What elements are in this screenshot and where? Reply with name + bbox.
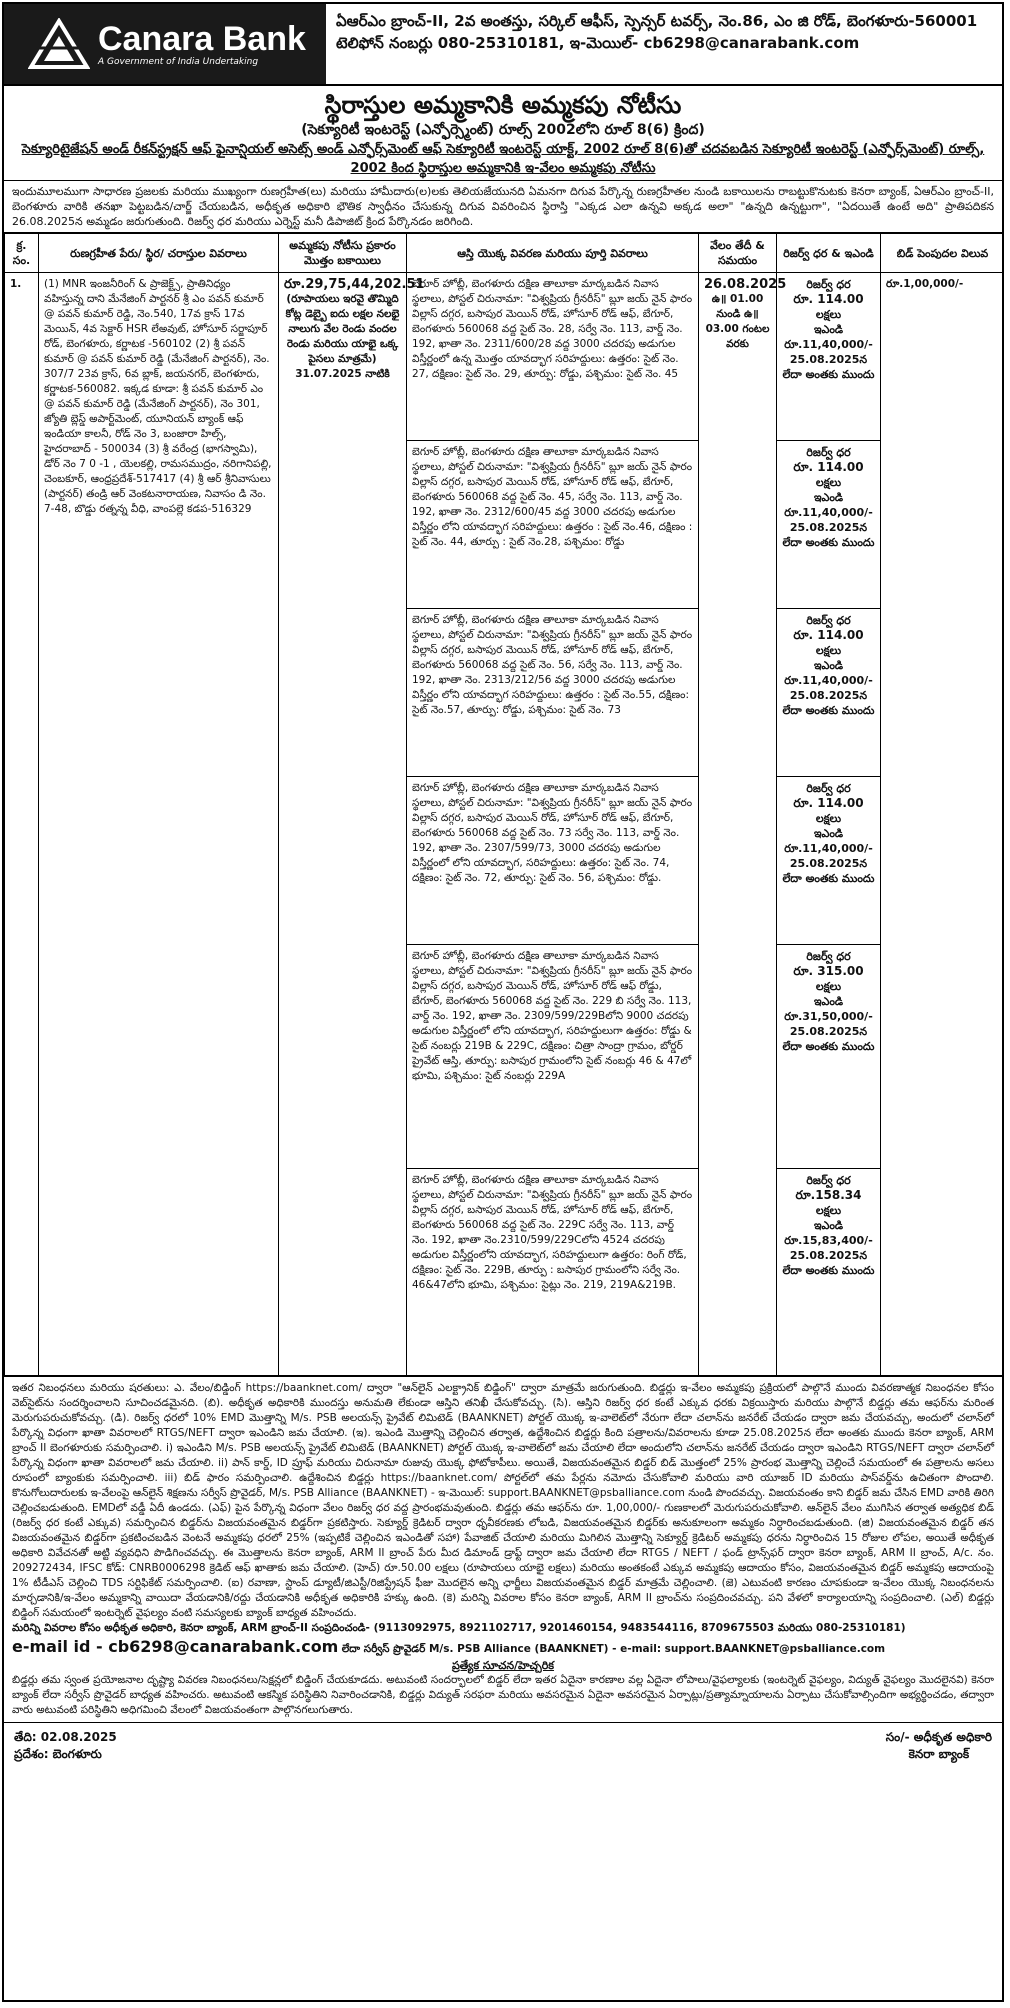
property-table <box>4 233 1004 1376</box>
branch-address: ఏఆర్ఎం బ్రాంచ్-II, 2వ అంతస్తు, సర్కిల్ ఆఫీస్, స్పెన్సర్ టవర్స్, నెం.86, ఎం జి రోడ్, బెంగళూరు-560001 <box>336 12 978 30</box>
reserve-unit: లక్షలు <box>815 308 842 321</box>
reserve-value: రూ. 114.00 <box>793 628 864 642</box>
table-header-row <box>5 234 1005 273</box>
reserve-price-3 <box>777 609 881 777</box>
property-desc: బెగూర్ హోబ్లీ, బెంగళూరు దక్షిణ తాలూకా మార్కబడిన నివాస స్థలాలు, పోస్టల్ చిరునామా: "విశ్వప్రియ గ్రీనరీస్" బ్లూ జయ్ నైన్ ఫారం విల్లాస్ దగ్గర, బసాపుర మెయిన్ రోడ్, హోసూర్ రోడ్ ఆఫ్, బేగూర్, బెంగళూరు 560068 వద్ద సైట్ నెం. 56, సర్వే నెం. 113, వార్డ్ నెం. 192, ఖాతా నెం. 2313/212/56 వద్ద 3000 చదరపు అడుగుల విస్తీర్ణం లోని యావద్భాగ సరిహద్దులు: ఉత్తరం : సైట్ నెం.55, దక్షిణం: సైట్ నెం.57, తూర్పు: రోడ్డు, పశ్చిమం: సైట్ నెం. 73 <box>412 614 693 716</box>
notice-header <box>4 4 1002 86</box>
footer-left <box>14 1729 117 1763</box>
reserve-value: రూ.158.34 <box>795 1188 862 1202</box>
reserve-label: రిజర్వ్ ధర <box>806 950 851 963</box>
bid-increment: రూ.1,00,000/- <box>881 273 1005 1376</box>
reserve-unit: లక్షలు <box>815 1204 842 1217</box>
contact-numbers: మరిన్ని వివరాల కోసం అధీకృత అధికారి, కెనరా బ్యాంక్, ARM బ్రాంచ్-II సంప్రదించండి- (9113092975, 8921102717, 9201460154, 9483544116, 8709675503 మరియు 080-25310181) <box>12 1622 906 1634</box>
emd-value: రూ.11,40,000/- <box>784 674 873 687</box>
emd-label: ఇఎండి <box>813 995 844 1008</box>
reserve-label: రిజర్వ్ ధర <box>806 614 851 627</box>
header-auction-date: వేలం తేదీ & సమయం <box>699 234 777 273</box>
emd-label: ఇఎండి <box>813 491 844 504</box>
emd-deadline: 25.08.2025న లేదా అంతకు ముందు <box>782 689 875 717</box>
property-6 <box>407 1169 699 1376</box>
dues-amount: రూ.29,75,44,202.51 <box>284 277 425 292</box>
canara-triangle-logo-icon <box>28 18 90 70</box>
reserve-value: రూ. 114.00 <box>793 796 864 810</box>
bank-logo <box>4 4 326 84</box>
emd-deadline: 25.08.2025న లేదా అంతకు ముందు <box>782 1249 875 1277</box>
auction-date: 26.08.2025 <box>704 277 787 292</box>
header-property: ఆస్తి యొక్క వివరణ మరియు పూర్తి వివరాలు <box>407 234 699 273</box>
reserve-label: రిజర్వ్ ధర <box>806 446 851 459</box>
reserve-value: రూ. 114.00 <box>793 292 864 306</box>
service-provider: లేదా సర్వీస్ ప్రొవైడర్ M/s. PSB Alliance (BAANKNET) - e-mail: support.BAANKNET@psballiance.com <box>341 1643 886 1655</box>
terms-text: ఇతర నిబంధనలు మరియు షరతులు: ఎ. వేలం/బిడ్డింగ్ https://baanknet.com/ ద్వారా "ఆన్‌లైన్ ఎలక్ట్రానిక్ బిడ్డింగ్" ద్వారా మాత్రమే జరుగుతుంది. బిడ్డర్లు ఇ-వేలం అమ్మకపు ప్రక్రియలో పాల్గొనే ముందు వివరణాత్మక నిబంధనల కోసం వెబ్‌సైట్‌ను సందర్శించాలని సూచించడమైనది. (బి). అధీకృత అధికారికి ముందస్తు అనుమతి లేకుండా ఆస్తిని తనిఖీ చేసుకోవచ్చు. (సి). ఆస్తిని రిజర్వ్ ధర కంటే ఎక్కువ ధరకు విక్రయిస్తారు మరియు పాల్గొనే బిడ్డర్లు తమ ఆఫర్‌ను మరింత మెరుగుపరుచుకోవచ్చు. (డి). రిజర్వ్ ధరలో 10% EMD మొత్తాన్ని M/s. PSB అలయన్స్ ప్రైవేట్ లిమిటెడ్ (BAANKNET) పోర్టల్ యొక్క ఇ-వాలెట్‌లో నేరుగా లేదా చలాన్‌ను జనరేట్ చేయడం ద్వారా జమ చేయవచ్చు, అందులో చలాన్‌లో పేర్కొన్న విధంగా ఖాతా వివరాలలో RTGS/NEFT ద్వారా ఇఎండిని జమ చేయాలి. (ఇ). ఇఎండి మొత్తాన్ని చెల్లించిన తర్వాత, ఉద్దేశించిన బిడ్డర్లు కింది పత్రాలను/వివరాలను కూడా 25.08.2025న లేదా అంతకు ముందు కెనరా బ్యాంక్, ARM బ్రాంచ్ II బెంగళూరుకు సమర్పించాలి. i) ఇఎండిని M/s. PSB అలయన్స్ ప్రైవేట్ లిమిటెడ్ (BAANKNET) పోర్టల్ యొక్క ఇ-వాలెట్‌లో జమ చేయాలి లేదా అందులోని చలాన్‌ను జనరేట్ చేయడం ద్వారా ఇఎండిని RTGS/NEFT ద్వారా చలాన్‌లో పేర్కొన్న విధంగా ఖాతా వివరాలలో జమ చేయాలి. ii) పాన్ కార్డ్, ID ప్రూఫ్ మరియు చిరునామా రుజువు యొక్క ఫోటోకాపీలు. అయితే, విజయవంతమైన బిడ్డర్ బిడ్ మొత్తంలో 25% ప్రారంభ మొత్తాన్ని చెల్లించే సమయంలో ఈ పత్రాలను అసలు రూపంలో బ్యాంకుకు సమర్పించాలి. iii) బిడ్ ఫారం సమర్పించాలి. ఉద్దేశించిన బిడ్డర్లు https://baanknet.com/ పోర్టల్‌లో తమ పేర్లను నమోదు చేసుకోవాలి మరియు వారి యూజర్ ID మరియు పాస్‌వర్డ్‌ను ఉచితంగా పొందాలి. కొనుగోలుదారులకు ఇ-వేలంపై ఆన్‌లైన్ శిక్షణను సర్వీస్ ప్రొవైడర్, M/s. PSB Alliance (BAANKNET) - ఇ-మెయిల్: support.BAANKNET@psballiance.com నుండి పొందవచ్చు. విజయవంతం కాని బిడ్డర్ జమ చేసిన EMD వారికి తిరిగి చెల్లించబడుతుంది. EMDలో వడ్డీ ఏదీ ఉండదు. (ఎఫ్) పైన పేర్కొన్న విధంగా వేలం రిజర్వ్ ధర వద్ద ప్రారంభమవుతుంది. బిడ్డర్లు తమ ఆఫర్‌ను రూ. 1,00,000/- గుణకాలలో మెరుగుపరుచుకోవాలి. ఆన్‌లైన్ వేలం ముగిసిన తర్వాత అత్యధిక బిడ్ (రిజర్వ్ ధర కంటే ఎక్కువ) సమర్పించిన బిడ్డర్‌ను విజయవంతమైన బిడ్డర్‌గా ప్రకటిస్తారు. సెక్యూర్డ్ క్రెడిటర్ ద్వారా ధృవీకరణకు లోబడి, విజయవంతమైన బిడ్డర్‌కు అనుకూలంగా అమ్మకం నిర్ధారించబడుతుంది. (జి) విజయవంతమైన బిడ్డర్ తన విజయవంతమైన బిడ్డర్‌గా ప్రకటించబడిన వెంటనే అమ్మకపు ధరలో 25% (ఇప్పటికే చెల్లించిన ఇఎండితో సహా) పేవాజిట్ చేయాలి మరియు మిగిలిన మొత్తాన్ని సెక్యూర్డ్ క్రెడిటర్ అమ్మకపు ధరను నిర్ధారించిన 15 రోజుల లోపల, అయితే అధీకృత అధికారి వివేచనతో అట్టి వ్యవధిని పొడిగించవచ్చు. ఈ మొత్తాలను కెనరా బ్యాంక్, ARM II బ్రాంచ్ పేరు మీద డిమాండ్ డ్రాఫ్ట్ ద్వారా జమ చేయాలి లేదా RTGS / NEFT / ఫండ్ ట్రాన్స్‌ఫర్ ద్వారా కెనరా బ్యాంక్, ARM II బ్రాంచ్, A/c. నం. 209272434, IFSC కోడ్: CNRB0006298 క్రెడిట్ ఆఫ్ ఖాతాకు జమ చేయాలి. (హెచ్) రూ.50.00 లక్షలు (రూపాయలు యాభై లక్షలు) మరియు అంతకంటే ఎక్కువ అమ్మకపు ఆదాయం కోసం, విజయవంతమైన బిడ్డర్ అమ్మకపు ఆదాయంపై 1% టీడీఎస్ చెల్లించి TDS సర్టిఫికేట్ సమర్పించాలి. (ఐ) రవాణా, స్టాంప్ డ్యూటీ/జిఎస్టీ/రిజిస్ట్రేషన్ ఫీజు మొదలైన అన్ని ఛార్జీలు విజయవంతమైన బిడ్డర్ మాత్రమే చెల్లించాలి. (జె) ఎటువంటి కారణం చూపకుండా ఇ-వేలం యొక్క నిబంధనలను మార్చడానికి/ఇ-వేలం అమ్మకాన్ని వాయిదా వేయడానికి/రద్దు చేయడానికి అధీకృత అధికారికి హక్కు ఉంది. (కె) మరిన్ని వివరాల కోసం కెనరా బ్యాంక్, ARM II బ్రాంచ్‌ను సంప్రదించవచ్చు. పని వేళలో కార్యాలయాన్ని సంప్రదించాలి. (ఎల్) బిడ్డర్లు బిడ్డింగ్ సమయంలో ఇంటర్నెట్ వైఫల్యం వంటి సమస్యలకు బ్యాంక్ బాధ్యత వహించదు. <box>12 1382 994 1619</box>
notice-title: స్థిరాస్తుల అమ్మకానికి అమ్మకపు నోటీసు <box>324 90 682 119</box>
footer-signature <box>886 1729 992 1763</box>
bank-tagline: A Government of India Undertaking <box>98 57 259 67</box>
reserve-unit: లక్షలు <box>815 644 842 657</box>
emd-label: ఇఎండి <box>813 323 844 336</box>
row-sno: 1. <box>5 273 39 1376</box>
notice-place: ప్రదేశం: బెంగళూరు <box>14 1747 102 1761</box>
dues-cell <box>279 273 425 1376</box>
branch-email: e-mail id - cb6298@canarabank.com <box>12 1637 339 1656</box>
branch-contact: టెలిఫోన్ నంబర్లు 080-25310181, ఇ-మెయిల్- cb6298@canarabank.com <box>336 34 860 52</box>
emd-deadline: 25.08.2025న లేదా అంతకు ముందు <box>782 857 875 885</box>
notice-titles <box>4 86 1002 181</box>
header-reserve-price: రిజర్వ్ ధర & ఇఎండి <box>777 234 881 273</box>
bank-name: Canara Bank <box>98 20 306 58</box>
reserve-value: రూ. 114.00 <box>793 460 864 474</box>
reserve-price-4 <box>777 777 881 945</box>
reserve-price-1 <box>777 273 881 441</box>
emd-value: రూ.11,40,000/- <box>784 842 873 855</box>
property-2 <box>407 441 699 609</box>
emd-deadline: 25.08.2025న లేదా అంతకు ముందు <box>782 353 875 381</box>
emd-value: రూ.11,40,000/- <box>784 506 873 519</box>
emd-label: ఇఎండి <box>813 827 844 840</box>
property-desc: బెగూర్ హోబ్లీ, బెంగళూరు దక్షిణ తాలూకా మార్కబడిన నివాస స్థలాలు, పోస్టల్ చిరునామా: "విశ్వప్రియ గ్రీనరీస్" బ్లూ జయ్ నైన్ ఫారం విల్లాస్ దగ్గర, బసాపుర మెయిన్ రోడ్, హోసూర్ రోడ్ ఆఫ్, బేగూర్, బెంగళూరు 560068 వద్ద సైట్ నెం. 45, సర్వే నెం. 113, వార్డ్ నెం. 192, ఖాతా నెం. 2312/600/45 వద్ద 3000 చదరపు అడుగుల విస్తీర్ణం లోని యావద్భాగ సరిహద్దులు: ఉత్తరం : సైట్ నెం.46, దక్షిణం : సైట్ నెం. 44, తూర్పు : సైట్ నెం.28, పశ్చిమం: రోడ్డు <box>412 446 693 548</box>
reserve-value: రూ. 315.00 <box>793 964 864 978</box>
property-4 <box>407 777 699 945</box>
property-3 <box>407 609 699 777</box>
logo-text <box>98 21 306 67</box>
property-1 <box>407 273 699 441</box>
header-bid-increment: బిడ్ పెంపుదల విలువ <box>881 234 1005 273</box>
intro-paragraph: ఇందుమూలముగా సాధారణ ప్రజలకు మరియు ముఖ్యంగా రుణగ్రహీత(లు) మరియు హామీదారు(ల)లకు తెలియజేయునది ఏమనగా దిగువ పేర్కొన్న రుణగ్రహీతల నుండి బకాయిలను రాబట్టుకొనుటకు కెనరా బ్యాంక్, ఏఆర్ఎం బ్రాంచ్-II, బెంగళూరు వారికి తనఖా పెట్టబడిన/చార్జ్ చేయబడిన, అధీకృత అధికారి భౌతిక స్వాధీనం చేసుకున్న దిగువ వివరించిన స్థిరాస్తి "ఎక్కడ ఎలా ఉన్నవి అక్కడ అలా" "ఉన్నది ఉన్నట్టుగా", "ఏదయితే ఉంటే అది" ప్రాతిపదికన 26.08.2025న అమ్మడం జరుగుతుంది. రిజర్వ్ ధర మరియు ఎర్నెస్ట్ మనీ డిపాజిట్ క్రింద పేర్కొనడం జరిగింది. <box>4 181 1002 233</box>
property-desc: బెగూర్ హోబ్లీ, బెంగళూరు దక్షిణ తాలూకా మార్కబడిన నివాస స్థలాలు, పోస్టల్ చిరునామా: "విశ్వప్రియ గ్రీనరీస్" బ్లూ జయ్ నైన్ ఫారం విల్లాస్ దగ్గర, బసాపుర మెయిన్ రోడ్, హోసూర్ రోడ్ ఆఫ్, బేగూర్, బెంగళూరు 560068 వద్ద సైట్ నెం. 73 సర్వే నెం. 113, వార్డ్ నెం. 192, ఖాతా నెం. 2307/599/73, 3000 చదరపు అడుగుల విస్తీర్ణంలో లోని యావద్భాగ, సరిహద్దులు: ఉత్తరం: సైట్ నెం. 74, దక్షిణం: సైట్ నెం. 72, తూర్పు: సైట్ నెం. 56, పశ్చిమం: రోడ్డు. <box>412 782 693 884</box>
emd-value: రూ.31,50,000/- <box>784 1010 873 1023</box>
disclaimer-text: బిడ్డర్లు తమ స్వంత ప్రయోజనాల దృష్ట్యా వివరణ నిబంధనలు/సెక్షన్లలో బిడ్డింగ్ చేయకూడదు. అటువంటి సందర్భాలలో బిడ్డర్ లేదా ఇతర ఏదైనా కారణాల వల్ల ఏదైనా లోపాలు/వైఫల్యాలకు (ఇంటర్నెట్ వైఫల్యం, విద్యుత్ వైఫల్యం మొదలైనవి) కెనరా బ్యాంక్ లేదా సర్వీస్ ప్రొవైడర్ బాధ్యత వహించరు. అటువంటి ఆకస్మిక పరిస్థితిని నివారించడానికి, బిడ్డర్లు విద్యుత్ సరఫరా మరియు అవసరమైన ఏదైనా అవసరమైన ఏర్పాట్లు/ప్రత్యామ్నాయాలను ఏర్పాటు చేసుకోవాల్సిందిగా అభ్యర్థించడం, తద్వారా వారు అటువంటి పరిస్థితిని అధిగమించి వేలంలో విజయవంతంగా పాల్గొనగలుగుతారు. <box>12 1674 994 1716</box>
terms-section <box>4 1376 1002 1722</box>
emd-label: ఇఎండి <box>813 659 844 672</box>
borrower-details: (1) MNR ఇంజనీరింగ్ & ప్రాజెక్ట్స్, ప్రాతినిధ్యం వహిస్తున్న దాని మేనేజింగ్ పార్టనర్ శ్రీ ఎం పవన్ కుమార్ @ పవన్ కుమార్ రెడ్డి, నెం.540, 17వ క్రాస్ 17వ మెయిన్, 4వ సెక్టార్ HSR లేఅవుట్, హోసూర్ సర్జాపూర్ రోడ్, బెంగళూరు, కర్ణాటక -560102 (2) శ్రీ పవన్ కుమార్ @ పవన్ కుమార్ రెడ్డి (మేనేజింగ్ పార్టనర్), నెం. 307/7 23వ క్రాస్, 6వ బ్లాక్, జయనగర్, బెంగళూరు, కర్ణాటక-560082. ఇక్కడ కూడా: శ్రీ పవన్ కుమార్ ఎం @ పవన్ కుమార్ రెడ్డి (మేనేజింగ్ పార్టనర్), నెం 301, జ్యోతి బ్లెస్డ్ అపార్ట్‌మెంట్, యూనియన్ బ్యాంక్ ఆఫ్ ఇండియా కాలనీ, రోడ్ నెం 3, బంజారా హిల్స్, హైదరాబాద్ - 500034 (3) శ్రీ వరేంద్ర (భాగస్వామి), డోర్ నెం 7 0 -1 , యెలకల్లి, రామసముద్రం, నరిగానిపల్లి, చెంబకూర్, ఆంధ్రప్రదేశ్-517417 (4) శ్రీ ఆర్ శ్రీనివాసులు (పార్టనర్) తండ్రి ఆర్ వెంకటనారాయణ, నివాసం డి నెం. 7-48, బొడ్డు రత్నన్న వీధి, వాంపల్లె కడప-516329 <box>39 273 279 1376</box>
notice-footer <box>4 1722 1002 1769</box>
property-desc: బెగూర్ హోబ్లీ, బెంగళూరు దక్షిణ తాలూకా మార్కబడిన నివాస స్థలాలు, పోస్టల్ చిరునామా: "విశ్వప్రియ గ్రీనరీస్" బ్లూ జయ్ నైన్ ఫారం విల్లాస్ దగ్గర, బసాపుర మెయిన్ రోడ్, హోసూర్ రోడ్ ఆఫ్, బేగూర్, బెంగళూరు 560068 వద్ద సైట్ నెం. 229C సర్వే నెం. 113, వార్డ్ నెం. 192, ఖాతా నెం.2310/599/229Cలోని 4524 చదరపు అడుగుల విస్తీర్ణంలోని యావద్భాగ, సరిహద్దులుగా ఉత్తరం: రింగ్ రోడ్, దక్షిణం: సైట్ నెం. 229B, తూర్పు : బసాపుర గ్రామంలోని సర్వే నెం. 46&47లోని భూమి, పశ్చిమం: సైట్లు నెం. 219, 219A&219B. <box>412 1174 693 1291</box>
reserve-price-6 <box>777 1169 881 1376</box>
reserve-unit: లక్షలు <box>815 812 842 825</box>
property-5 <box>407 945 699 1169</box>
auction-date-cell <box>699 273 787 1376</box>
notice-date: తేది: 02.08.2025 <box>14 1730 117 1744</box>
header-dues: అమ్మకపు నోటీసు ప్రకారం మొత్తం బకాయిలు <box>279 234 407 273</box>
branch-address-box <box>326 4 1002 84</box>
act-reference: సెక్యూరిటైజేషన్ అండ్ రీకన్‌స్ట్రక్షన్ ఆఫ్ ఫైనాన్షియల్ అసెట్స్ అండ్ ఎన్ఫోర్స్‌మెంట్ ఆఫ్ సెక్యూరిటీ ఇంటరెస్ట్ యాక్ట్, 2002 రూల్ 8(6)తో చదవబడిన సెక్యూరిటీ ఇంటరెస్ట్ (ఎన్ఫోర్స్‌మెంట్) రూల్స్, 2002 కింద స్థిరాస్తుల అమ్మకానికి ఇ-వేలం అమ్మకపు నోటీసు <box>21 142 985 176</box>
property-desc: బెగూర్ హోబ్లీ, బెంగళూరు దక్షిణ తాలూకా మార్కబడిన నివాస స్థలాలు, పోస్టల్ చిరునామా: "విశ్వప్రియ గ్రీనరీస్" బ్లూ జయ్ నైన్ ఫారం విల్లాస్ దగ్గర, బసాపుర మెయిన్ రోడ్, హోసూర్ రోడ్ ఆఫ్, బేగూర్, బెంగళూరు 560068 వద్ద సైట్ నెం. 28, సర్వే నెం. 113, వార్డ్ నెం. 192, ఖాతా నెం. 2311/600/28 వద్ద 3000 చదరపు అడుగుల విస్తీర్ణంలో ఉన్న మొత్తం యావద్భాగ సరిహద్దులు: ఉత్తరం: సైట్ నెం. 27, దక్షిణం: సైట్ నెం. 29, తూర్పు: రోడ్డు, పశ్చిమం: సైట్ నెం. 45 <box>412 278 693 380</box>
reserve-price-2 <box>777 441 881 609</box>
emd-value: రూ.15,83,400/- <box>784 1234 873 1247</box>
header-sno: క్ర. సం. <box>5 234 39 273</box>
property-desc: బెగూర్ హోబ్లీ, బెంగళూరు దక్షిణ తాలూకా మార్కబడిన నివాస స్థలాలు, పోస్టల్ చిరునామా: "విశ్వప్రియ గ్రీనరీస్" బ్లూ జయ్ నైన్ ఫారం విల్లాస్ దగ్గర, బసాపుర మెయిన్ రోడ్, హోసూర్ రోడ్ ఆఫ్ రోడ్డు, బేగూర్, బెంగళూరు 560068 వద్ద సైట్ నెం. 229 బి సర్వే నెం. 113, వార్డ్ నెం. 192, ఖాతా నెం. 2309/599/229Bలోని 9000 చదరపు అడుగుల విస్తీర్ణంలో లోని యావద్భాగ, సరిహద్దులుగా ఉత్తరం: రోడ్డు & సైట్ నంబర్లు 219B & 229C, దక్షిణం: చిత్రా సాంద్రా గ్రామం, బోర్డర్ ప్రైవేట్ ఆస్తి, తూర్పు: బసాపుర గ్రామంలోని సైట్ నంబర్లు 46 & 47లో భూమి, పశ్చిమం: సైట్ నంబర్లు 229A <box>412 950 693 1082</box>
reserve-unit: లక్షలు <box>815 476 842 489</box>
reserve-label: రిజర్వ్ ధర <box>806 1174 851 1187</box>
emd-deadline: 25.08.2025న లేదా అంతకు ముందు <box>782 521 875 549</box>
emd-label: ఇఎండి <box>813 1219 844 1232</box>
reserve-label: రిజర్వ్ ధర <box>806 782 851 795</box>
dues-in-words: (రూపాయలు ఇరవై తొమ్మిది కోట్ల డెబ్బై ఐదు లక్షల నలభై నాలుగు వేల రెండు వందల రెండు మరియు యాభై ఒక్క పైసలు మాత్రమే) 31.07.2025 నాటికి <box>285 293 400 380</box>
header-borrower: రుణగ్రహీత పేరు/ స్థిర/ చరాస్తుల వివరాలు <box>39 234 279 273</box>
sale-notice <box>2 2 1004 2002</box>
table-row <box>5 273 1005 441</box>
auction-time: ఉ॥ 01.00 నుండి ఉ॥ 03.00 గంటల వరకు <box>705 293 770 350</box>
reserve-unit: లక్షలు <box>815 980 842 993</box>
emd-deadline: 25.08.2025న లేదా అంతకు ముందు <box>782 1025 875 1053</box>
notice-subtitle: (సెక్యూరిటీ ఇంటరెస్ట్ (ఎన్ఫోర్స్మెంట్) రూల్స్ 2002లోని రూల్ 8(6) క్రింద) <box>301 122 705 138</box>
reserve-price-5 <box>777 945 881 1169</box>
reserve-label: రిజర్వ్ ధర <box>806 278 851 291</box>
signatory-org: కెనరా బ్యాంక్ <box>908 1747 970 1761</box>
disclaimer-title: ప్రత్యేక సూచన/హెచ్చరిక <box>451 1659 555 1672</box>
signatory: సం/- అధీకృత అధికారి <box>885 1730 992 1744</box>
emd-value: రూ.11,40,000/- <box>784 338 873 351</box>
